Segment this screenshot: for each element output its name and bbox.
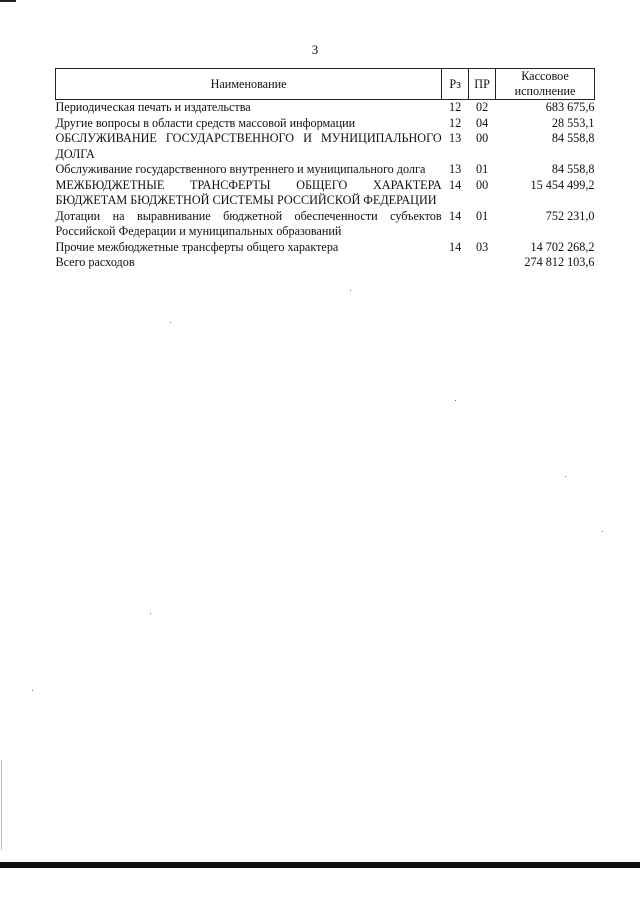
table-row-total — [56, 255, 595, 271]
header-pr: ПР — [469, 69, 496, 100]
table-row — [56, 162, 595, 178]
scan-speck — [150, 613, 151, 614]
table-header-row — [56, 69, 595, 100]
row-rz: 13 — [449, 131, 462, 145]
row-name: Другие вопросы в области средств массовой информации — [55, 115, 356, 130]
scan-speck — [170, 322, 171, 323]
row-pr: 01 — [475, 162, 489, 176]
header-sum-line1: Кассовое — [521, 69, 569, 83]
row-pr: 03 — [475, 239, 489, 254]
row-name: МЕЖБЮДЖЕТНЫЕ ТРАНСФЕРТЫ ОБЩЕГО ХАРАКТЕРА БЮДЖЕТАМ БЮДЖЕТНОЙ СИСТЕМЫ РОССИЙСКОЙ ФЕДЕРАЦИИ — [55, 177, 442, 207]
page-number: 3 — [311, 42, 319, 57]
scan-speck — [350, 290, 351, 291]
scan-speck — [455, 400, 456, 401]
row-rz: 12 — [449, 100, 462, 114]
row-sum: 84 558,8 — [551, 162, 595, 176]
header-sum — [496, 69, 595, 100]
row-name: Периодическая печать и издательства — [55, 100, 251, 114]
row-pr — [469, 255, 496, 271]
row-pr: 00 — [475, 131, 489, 145]
row-rz: 14 — [449, 208, 462, 223]
table-row — [56, 240, 595, 256]
row-pr: 00 — [475, 177, 489, 192]
table-row — [56, 116, 595, 132]
row-pr: 02 — [475, 100, 489, 114]
row-name: Прочие межбюджетные трансферты общего характера — [55, 239, 339, 254]
row-sum: 84 558,8 — [551, 131, 595, 145]
scan-bottom-bar — [0, 862, 640, 868]
row-pr: 01 — [475, 208, 489, 223]
row-pr: 04 — [475, 115, 489, 130]
header-name: Наименование — [56, 69, 442, 100]
row-sum: 274 812 103,6 — [524, 255, 595, 269]
scan-speck — [602, 531, 603, 532]
header-sum-line2: исполнение — [514, 84, 576, 98]
header-rz: Рз — [442, 69, 469, 100]
scan-speck — [32, 690, 33, 691]
row-sum: 752 231,0 — [545, 208, 595, 223]
row-name: Дотации на выравнивание бюджетной обеспеченности субъектов Российской Федерации и муниципальных образований — [55, 208, 442, 238]
row-rz: 14 — [449, 177, 462, 192]
scan-left-edge — [1, 760, 2, 850]
row-sum: 28 553,1 — [551, 115, 595, 130]
table-row — [56, 178, 595, 209]
row-rz: 13 — [449, 162, 462, 176]
row-name: Всего расходов — [55, 255, 135, 269]
scan-speck — [565, 476, 566, 477]
row-sum: 15 454 499,2 — [530, 177, 595, 192]
row-name: Обслуживание государственного внутреннего и муниципального долга — [55, 162, 426, 176]
budget-execution-table — [55, 68, 595, 271]
row-sum: 14 702 268,2 — [530, 239, 595, 254]
row-sum: 683 675,6 — [545, 100, 595, 114]
row-rz: 12 — [449, 115, 462, 130]
scan-corner-mark — [0, 0, 16, 2]
row-rz: 14 — [449, 239, 462, 254]
row-rz — [442, 255, 469, 271]
table-row — [56, 100, 595, 116]
table-row — [56, 131, 595, 162]
row-name: ОБСЛУЖИВАНИЕ ГОСУДАРСТВЕННОГО И МУНИЦИПАЛЬНОГО ДОЛГА — [55, 131, 442, 161]
table-row — [56, 209, 595, 240]
